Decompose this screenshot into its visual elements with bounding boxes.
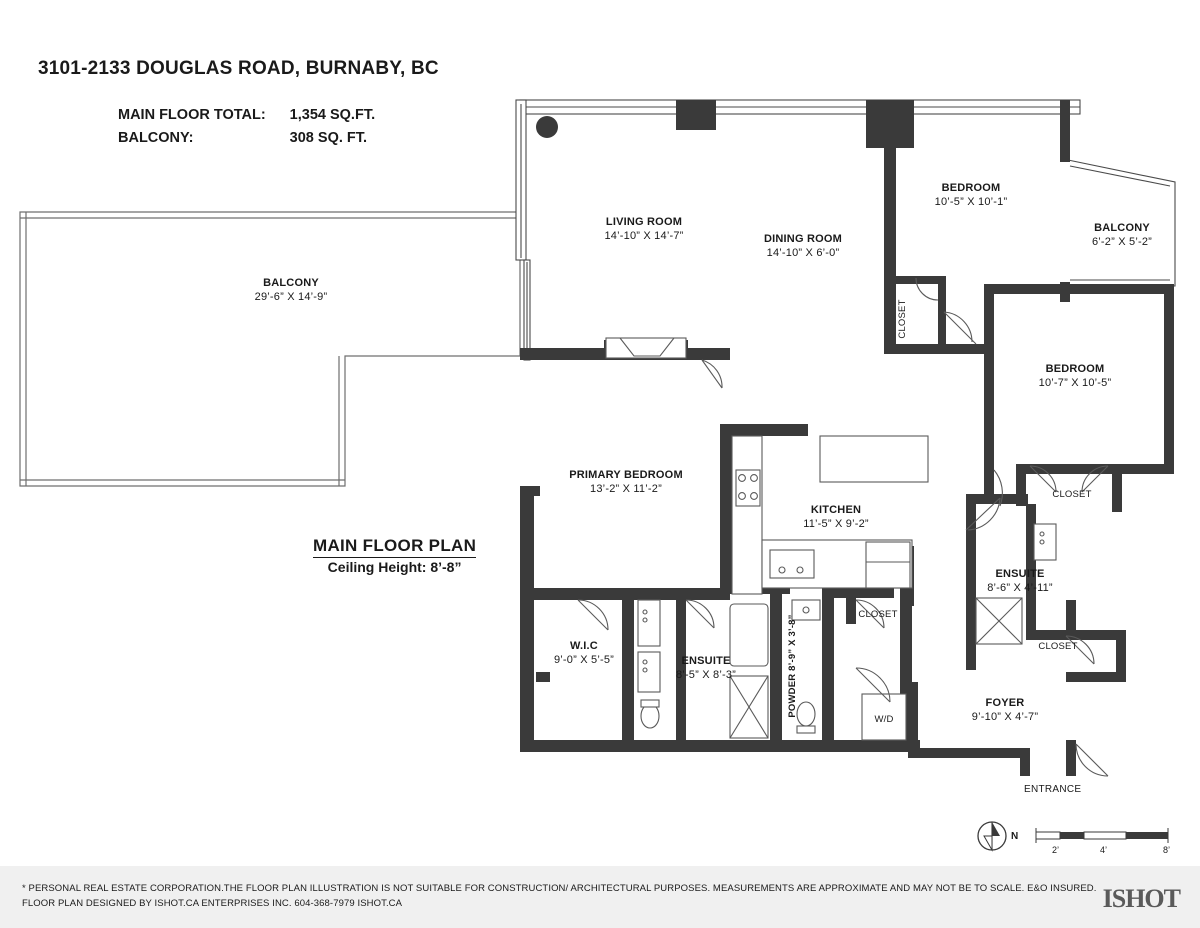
room-dims: 8’-5” X 8’-3”	[675, 669, 737, 681]
footer-line-1: * PERSONAL REAL ESTATE CORPORATION.THE FLOOR PLAN ILLUSTRATION IS NOT SUITABLE FOR CONSTRUCTION/ ARCHITECTURAL PURPOSES. MEASUREMENTS ARE APPROXIMATE AND MAY NOT BE TO SCALE. E&O INSURED.	[22, 883, 1097, 894]
compass-and-scale	[970, 818, 1190, 860]
brand-logo: ISHOT	[1102, 884, 1180, 913]
label-powder: POWDER 8’-9” X 3’-8”	[787, 614, 798, 718]
compass-icon	[978, 822, 1006, 850]
room-label-foyer	[972, 696, 1038, 724]
room-name: ENSUITE	[995, 568, 1045, 580]
room-name: LIVING ROOM	[605, 216, 683, 228]
room-name: FOYER	[985, 697, 1025, 709]
room-label-bedroom-1	[935, 181, 1008, 209]
room-name: KITCHEN	[810, 504, 862, 516]
scale-tick-2: 2’	[1052, 845, 1060, 855]
entrance-label: ENTRANCE	[1024, 784, 1082, 795]
room-dims: 6’-2” X 5’-2”	[1091, 236, 1153, 248]
page-title: 3101-2133 DOUGLAS ROAD, BURNABY, BC	[38, 58, 439, 79]
top-window-band	[520, 100, 1080, 114]
room-name: DINING ROOM	[764, 233, 842, 245]
room-label-balcony-small	[1092, 221, 1152, 249]
footer-disclaimer	[22, 881, 1096, 911]
room-dims: 9’-0” X 5’-5”	[553, 654, 615, 666]
room-dims: 10’-7” X 10’-5”	[1038, 377, 1112, 389]
living-room-glazing	[516, 100, 530, 360]
label-closet-bedroom2: CLOSET	[1052, 489, 1092, 500]
scale-tick-8: 8’	[1163, 845, 1171, 855]
room-name: BALCONY	[263, 277, 319, 289]
balcony-main-outline	[20, 212, 520, 486]
label-closet-hall: CLOSET	[858, 609, 898, 620]
room-label-living-room	[604, 215, 683, 243]
room-name: BEDROOM	[1045, 363, 1105, 375]
room-label-kitchen	[803, 503, 869, 531]
room-dims: 11’-5” X 9’-2”	[803, 518, 869, 530]
room-name: BALCONY	[1094, 222, 1150, 234]
plan-title-line1: MAIN FLOOR PLAN	[313, 536, 477, 555]
compass-north-label: N	[1011, 831, 1019, 842]
room-label-bedroom-2	[1039, 362, 1112, 390]
room-label-wic	[554, 639, 614, 667]
label-washer-dryer: W/D	[874, 714, 894, 725]
room-dims: 14’-10” X 14’-7”	[604, 230, 684, 242]
total-label-balcony: BALCONY:	[118, 130, 194, 146]
room-label-balcony-main	[255, 276, 328, 304]
label-closet-foyer: CLOSET	[1038, 641, 1078, 652]
room-dims: 9’-10” X 4’-7”	[971, 711, 1039, 723]
room-dims: 13’-2” X 11’-2”	[590, 483, 662, 495]
total-value-main: 1,354 SQ.FT.	[289, 107, 376, 123]
room-dims: 8’-6” X 4’-11”	[987, 582, 1053, 594]
room-dims: 10’-5” X 10’-1”	[934, 196, 1008, 208]
plan-title-line2: Ceiling Height: 8’-8”	[313, 557, 476, 575]
room-name: BEDROOM	[941, 182, 1001, 194]
room-name: ENSUITE	[681, 655, 731, 667]
room-dims: 14’-10” X 6’-0”	[766, 247, 840, 259]
plan-title-block	[313, 536, 476, 575]
total-label-main: MAIN FLOOR TOTAL:	[118, 107, 266, 123]
footer-line-2: FLOOR PLAN DESIGNED BY ISHOT.CA ENTERPRISES INC. 604-368-7979 ISHOT.CA	[22, 898, 403, 909]
room-label-primary-bedroom	[569, 468, 683, 496]
label-closet-dining: CLOSET	[897, 299, 908, 339]
scale-bar	[1036, 828, 1168, 843]
total-value-balcony: 308 SQ. FT.	[289, 130, 368, 146]
room-name: W.I.C	[570, 640, 598, 652]
room-dims: 29’-6” X 14’-9”	[254, 291, 328, 303]
room-label-ensuite-2	[987, 567, 1053, 595]
room-name: PRIMARY BEDROOM	[569, 469, 683, 481]
room-label-dining-room	[764, 232, 842, 260]
room-label-ensuite-1	[676, 654, 736, 682]
scale-tick-4: 4’	[1100, 845, 1108, 855]
